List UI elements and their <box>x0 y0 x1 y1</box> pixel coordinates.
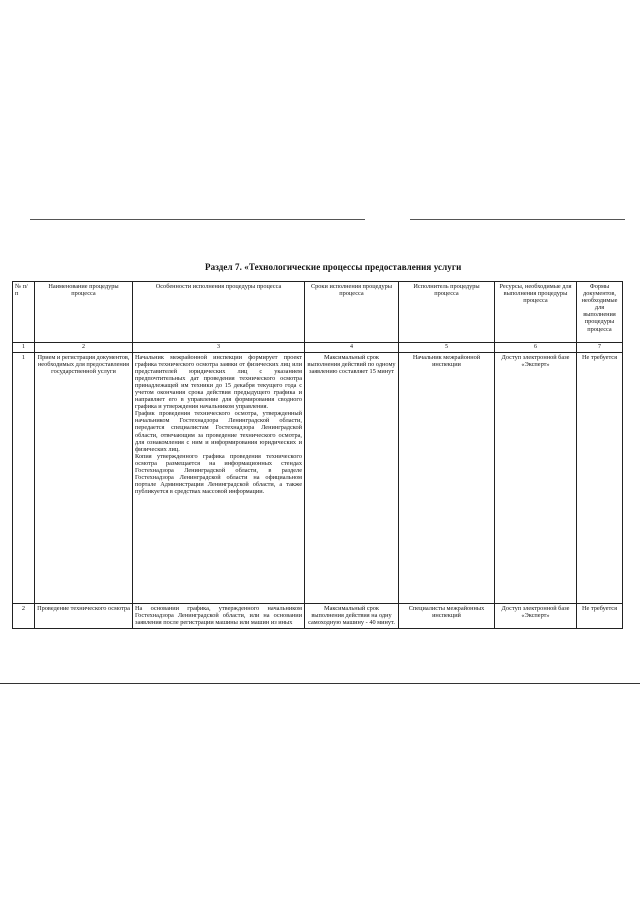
column-number-row <box>13 343 623 353</box>
row-number: 1 <box>13 352 35 603</box>
process-table <box>12 281 623 629</box>
procedure-features <box>133 352 305 603</box>
procedure-name: Проведение технического осмотра <box>35 603 133 628</box>
table-row <box>13 352 623 603</box>
procedure-forms: Не требуется <box>577 352 623 603</box>
table-row <box>13 603 623 628</box>
features-paragraph: На основании графика, утвержденного начальником Гостехнадзора Ленинградской области, или на основании заявления после регистрации машины или машин из иных <box>135 604 302 626</box>
procedure-executor: Начальник межрайонной инспекции <box>399 352 495 603</box>
procedure-resources: Доступ электронной базе «Эксперт» <box>495 603 577 628</box>
features-paragraph: Начальник межрайонной инспекции формирует проект графика технического осмотра заявки от физических лиц или представителей юридических лиц с указанием предпочтительных дат проведения технического осмотра принадлежащей им техники до 15 декабря текущего года с учетом окончания срока действия предыдущего графика и направляет его в управление для формирования сводного графика и утверждения начальником управления. <box>135 353 302 411</box>
header-number: № п/ п <box>13 282 35 343</box>
column-number: 3 <box>133 343 305 353</box>
column-number: 2 <box>35 343 133 353</box>
top-rule-left <box>30 219 365 220</box>
column-number: 5 <box>399 343 495 353</box>
header-executor: Исполнитель процедуры процесса <box>399 282 495 343</box>
header-resources: Ресурсы, необходимые для выполнения процедуры процесса <box>495 282 577 343</box>
features-paragraph: Копия утвержденного графика проведения технического осмотра размещается на информационных стендах Гостехнадзора Ленинградской области, в разделе Гостехнадзора Ленинградской области на официальном портале Администрации Ленинградской области, а также публикуется в средствах массовой информации. <box>135 452 302 496</box>
column-number: 4 <box>305 343 399 353</box>
column-number: 6 <box>495 343 577 353</box>
header-terms: Сроки исполнения процедуры процесса <box>305 282 399 343</box>
top-rule-right <box>410 219 625 220</box>
header-procedure-name: Наименование процедуры процесса <box>35 282 133 343</box>
procedure-forms: Не требуется <box>577 603 623 628</box>
header-row <box>13 282 623 343</box>
procedure-executor: Специалисты межрайонных инспекций <box>399 603 495 628</box>
features-paragraph: График проведения технического осмотра, утвержденный начальником Гостехнадзора Ленинградской области, передается специалистам Гостехнадзора Ленинградской области, отвечающим за проведение технического осмотра, для ознакомления с ним и информирования юридических и физических лиц. <box>135 410 302 453</box>
bottom-scan-edge <box>0 683 640 684</box>
header-features: Особенности исполнения процедуры процесса <box>133 282 305 343</box>
procedure-features <box>133 603 305 628</box>
procedure-name: Прием и регистрация документов, необходимых для предоставления государственной услуги <box>35 352 133 603</box>
section-title: Раздел 7. «Технологические процессы предоставления услуги <box>205 262 462 272</box>
procedure-terms: Максимальный срок выполнения действий по одному заявлению составляет 15 минут <box>305 352 399 603</box>
row-number: 2 <box>13 603 35 628</box>
column-number: 1 <box>13 343 35 353</box>
header-forms: Формы документов, необходимые для выполнения процедуры процесса <box>577 282 623 343</box>
procedure-terms: Максимальный срок выполнения действия на одну самоходную машину - 40 минут. <box>305 603 399 628</box>
procedure-resources: Доступ электронной базе «Эксперт» <box>495 352 577 603</box>
column-number: 7 <box>577 343 623 353</box>
